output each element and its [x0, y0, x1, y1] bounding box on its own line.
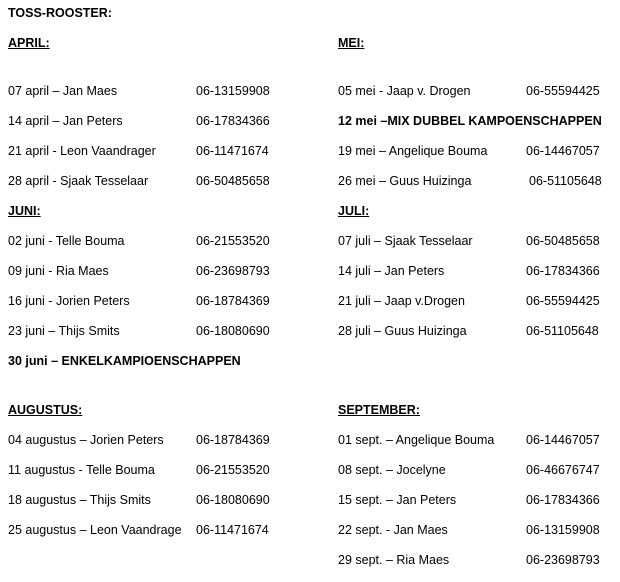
page-title: TOSS-ROOSTER: — [8, 6, 112, 20]
schedule-entry: 29 sept. – Ria Maes — [338, 553, 450, 567]
phone-number: 06-18784369 — [196, 433, 270, 447]
section-heading-augustus: AUGUSTUS: — [8, 403, 83, 417]
phone-number: 06-23698793 — [526, 553, 600, 567]
schedule-entry: 21 april - Leon Vaandrager — [8, 144, 156, 158]
schedule-entry: 15 sept. – Jan Peters — [338, 493, 457, 507]
schedule-entry: 08 sept. – Jocelyne — [338, 463, 446, 477]
schedule-entry: 16 juni - Jorien Peters — [8, 294, 130, 308]
schedule-entry: 09 juni - Ria Maes — [8, 264, 109, 278]
schedule-entry: 23 juni – Thijs Smits — [8, 324, 120, 338]
schedule-entry: 05 mei - Jaap v. Drogen — [338, 84, 471, 98]
schedule-entry: 04 augustus – Jorien Peters — [8, 433, 164, 447]
schedule-entry: 22 sept. - Jan Maes — [338, 523, 448, 537]
schedule-entry: 18 augustus – Thijs Smits — [8, 493, 151, 507]
section-heading-juni: JUNI: — [8, 204, 41, 218]
schedule-entry: 28 juli – Guus Huizinga — [338, 324, 467, 338]
schedule-entry: 11 augustus - Telle Bouma — [8, 463, 155, 477]
section-heading-september: SEPTEMBER: — [338, 403, 420, 417]
phone-number: 06-55594425 — [526, 294, 600, 308]
phone-number: 06-21553520 — [196, 463, 270, 477]
schedule-entry: 19 mei – Angelique Bouma — [338, 144, 488, 158]
phone-number: 06-13159908 — [526, 523, 600, 537]
section-heading-mei: MEI: — [338, 36, 365, 50]
phone-number: 06-46676747 — [526, 463, 600, 477]
phone-number: 06-11471674 — [196, 144, 269, 158]
section-heading-april: APRIL: — [8, 36, 50, 50]
phone-number: 06-18080690 — [196, 493, 270, 507]
phone-number: 06-23698793 — [196, 264, 270, 278]
schedule-entry: 07 april – Jan Maes — [8, 84, 118, 98]
phone-number: 06-51105648 — [526, 324, 599, 338]
phone-number: 06-11471674 — [196, 523, 269, 537]
phone-number: 06-17834366 — [526, 264, 600, 278]
phone-number: 06-21553520 — [196, 234, 270, 248]
phone-number: 06-13159908 — [196, 84, 270, 98]
championship-entry: 30 juni – ENKELKAMPIOENSCHAPPEN — [8, 354, 241, 368]
schedule-entry: 02 juni - Telle Bouma — [8, 234, 125, 248]
phone-number: 06-55594425 — [526, 84, 600, 98]
phone-number: 06-17834366 — [526, 493, 600, 507]
schedule-entry: 01 sept. – Angelique Bouma — [338, 433, 495, 447]
section-heading-juli: JULI: — [338, 204, 370, 218]
phone-number: 06-50485658 — [526, 234, 600, 248]
schedule-entry: 14 juli – Jan Peters — [338, 264, 445, 278]
phone-number: 06-51105648 — [529, 174, 602, 188]
phone-number: 06-18784369 — [196, 294, 270, 308]
schedule-entry: 25 augustus – Leon Vaandrage — [8, 523, 182, 537]
phone-number: 06-18080690 — [196, 324, 270, 338]
schedule-entry: 14 april – Jan Peters — [8, 114, 123, 128]
schedule-entry: 07 juli – Sjaak Tesselaar — [338, 234, 473, 248]
schedule-entry: 26 mei – Guus Huizinga — [338, 174, 472, 188]
phone-number: 06-17834366 — [196, 114, 270, 128]
schedule-entry: 28 april - Sjaak Tesselaar — [8, 174, 149, 188]
championship-entry: 12 mei –MIX DUBBEL KAMPOENSCHAPPEN — [338, 114, 602, 128]
phone-number: 06-14467057 — [526, 144, 600, 158]
phone-number: 06-14467057 — [526, 433, 600, 447]
schedule-entry: 21 juli – Jaap v.Drogen — [338, 294, 465, 308]
phone-number: 06-50485658 — [196, 174, 270, 188]
